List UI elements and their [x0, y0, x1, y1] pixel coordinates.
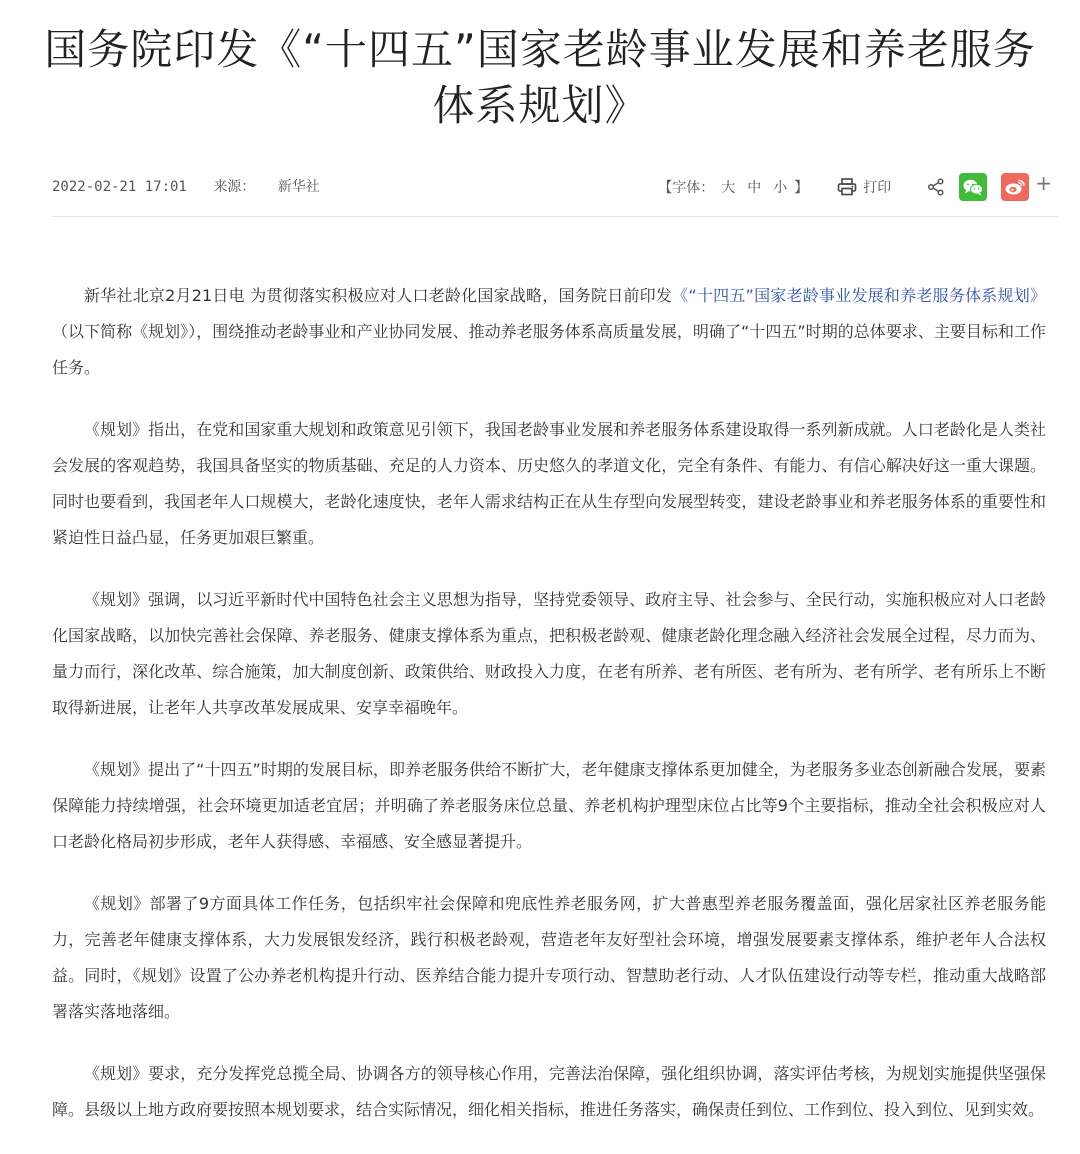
font-medium-button[interactable]: 中 [747, 180, 762, 196]
font-size-selector [657, 177, 809, 197]
paragraph-1-rest: （以下简称《规划》），围绕推动老龄事业和产业协同发展、推动养老服务体系高质量发展，明确了“十四五”时期的总体要求、主要目标和工作任务。 [52, 322, 1046, 377]
more-share-icon[interactable]: + [1035, 171, 1052, 195]
print-button[interactable] [837, 177, 891, 197]
printer-icon [837, 178, 863, 196]
plan-document-link[interactable]: 《“十四五”国家老龄事业发展和养老服务体系规划》 [672, 286, 1046, 305]
paragraph-2: 《规划》指出，在党和国家重大规划和政策意见引领下，我国老龄事业发展和养老服务体系建设取得一系列新成就。人口老龄化是人类社会发展的客观趋势，我国具备坚实的物质基础、充足的人力资本、历史悠久的孝道文化，完全有条件、有能力、有信心解决好这一重大课题。同时也要看到，我国老年人口规模大，老龄化速度快，老年人需求结构正在从生存型向发展型转变，建设老龄事业和养老服务体系的重要性和紧迫性日益凸显，任务更加艰巨繁重。 [52, 420, 1046, 547]
article-title: 国务院印发《“十四五”国家老龄事业发展和养老服务体系规划》 [44, 25, 1036, 130]
paragraph-3: 《规划》强调，以习近平新时代中国特色社会主义思想为指导，坚持党委领导、政府主导、社会参与、全民行动，实施积极应对人口老龄化国家战略，以加快完善社会保障、养老服务、健康支撑体系为重点，把积极老龄观、健康老龄化理念融入经济社会发展全过程，尽力而为、量力而行，深化改革、综合施策，加大制度创新、政策供给、财政投入力度，在老有所养、老有所医、老有所为、老有所学、老有所乐上不断取得新进展，让老年人共享改革发展成果、安享幸福晚年。 [52, 590, 1046, 717]
share-icon[interactable] [927, 178, 945, 196]
source-label: 来源： [213, 179, 256, 195]
article-meta [52, 176, 320, 198]
weibo-icon[interactable] [1001, 173, 1029, 201]
paragraph-4: 《规划》提出了“十四五”时期的发展目标，即养老服务供给不断扩大，老年健康支撑体系更加健全，为老服务多业态创新融合发展，要素保障能力持续增强，社会环境更加适老宜居；并明确了养老服务床位总量、养老机构护理型床位占比等9个主要指标，推动全社会积极应对人口老龄化格局初步形成，老年人获得感、幸福感、安全感显著提升。 [52, 760, 1046, 851]
header-divider [52, 216, 1058, 217]
font-size-label: 【字体： [658, 180, 715, 196]
publish-date: 2022-02-21 17:01 [52, 179, 187, 195]
source-value: 新华社 [277, 179, 320, 195]
article-body [52, 278, 1046, 1154]
paragraph-5: 《规划》部署了9方面具体工作任务，包括织牢社会保障和兜底性养老服务网，扩大普惠型养老服务覆盖面，强化居家社区养老服务能力，完善老年健康支撑体系，大力发展银发经济，践行积极老龄观，营造老年友好型社会环境，增强发展要素支撑体系，维护老年人合法权益。同时，《规划》设置了公办养老机构提升行动、医养结合能力提升专项行动、智慧助老行动、人才队伍建设行动等专栏，推动重大战略部署落实落地落细。 [52, 894, 1046, 1021]
font-size-bracket: 】 [794, 180, 809, 196]
print-label: 打印 [863, 180, 892, 196]
font-small-button[interactable]: 小 [773, 180, 788, 196]
paragraph-1 [52, 278, 1046, 386]
article-toolbar [657, 170, 1052, 204]
wechat-icon[interactable] [959, 173, 987, 201]
font-large-button[interactable]: 大 [721, 180, 736, 196]
paragraph-1-lead: 新华社北京2月21日电 为贯彻落实积极应对人口老龄化国家战略，国务院日前印发 [84, 286, 673, 305]
paragraph-6: 《规划》要求，充分发挥党总揽全局、协调各方的领导核心作用，完善法治保障，强化组织协调，落实评估考核，为规划实施提供坚强保障。县级以上地方政府要按照本规划要求，结合实际情况，细化相关指标，推进任务落实，确保责任到位、工作到位、投入到位、见到实效。 [52, 1064, 1046, 1119]
